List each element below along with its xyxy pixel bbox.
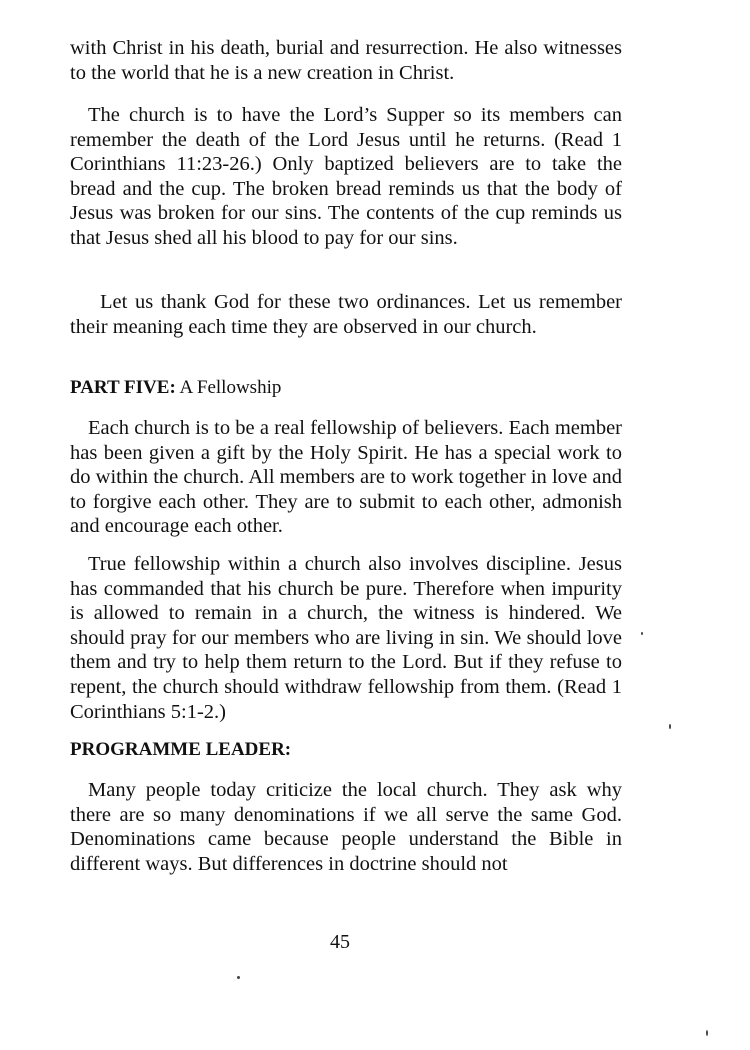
section-heading-part-five [70, 376, 281, 400]
paragraph-continuation: with Christ in his death, burial and resurrection. He also witnesses to the world that he is a new creation in Christ. [70, 37, 622, 84]
section-heading-label: PART FIVE: [70, 377, 176, 398]
paragraph-criticize-church: Many people today criticize the local church. They ask why there are so many denominations if we all serve the same God. Denominations came because people understand the Bible in different ways. But differences in doctrine should not [70, 779, 622, 875]
paragraph-lords-supper: The church is to have the Lord’s Supper so its members can remember the death of the Lord Jesus until he returns. (Read 1 Corinthians 11:23-26.) Only baptized believers are to take the bread and the cup. The broken bread reminds us that the body of Jesus was broken for our sins. The contents of the cup reminds us that Jesus shed all his blood to pay for our sins. [70, 104, 622, 249]
scan-speck [669, 724, 671, 729]
paragraph-thank-god: Let us thank God for these two ordinances. Let us remember their meaning each time they are observed in our church. [70, 291, 622, 338]
scan-speck [237, 976, 240, 979]
page-number: 45 [330, 931, 350, 953]
section-heading-title: A Fellowship [179, 377, 282, 398]
scan-speck [641, 632, 643, 635]
paragraph-fellowship: Each church is to be a real fellowship of believers. Each member has been given a gift by the Holy Spirit. He has a special work to do within the church. All members are to work together in love and to forgive each other. They are to submit to each other, admonish and encourage each other. [70, 417, 622, 538]
section-heading-programme-leader [70, 738, 291, 762]
programme-leader-label: PROGRAMME LEADER: [70, 739, 292, 760]
paragraph-discipline: True fellowship within a church also involves discipline. Jesus has commanded that his church be pure. Therefore when impurity is allowed to remain in a church, the witness is hindered. We should pray for our members who are living in sin. We should love them and try to help them return to the Lord. But if they refuse to repent, the church should withdraw fellowship from them. (Read 1 Corinthians 5:1-2.) [70, 553, 622, 723]
scan-speck [706, 1030, 708, 1036]
